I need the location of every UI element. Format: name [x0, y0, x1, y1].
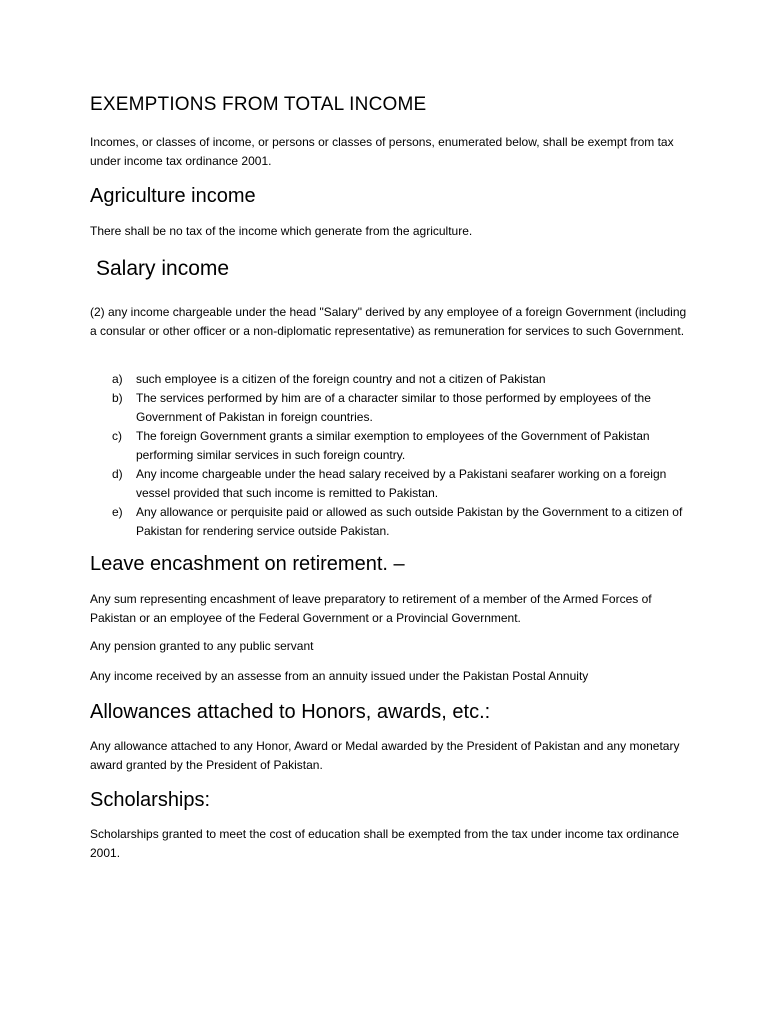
list-item-text: Any income chargeable under the head salary received by a Pakistani seafarer working on a foreign vessel provided that such income is remitted to Pakistan.: [136, 467, 667, 500]
agriculture-heading: Agriculture income: [90, 185, 256, 207]
page-title: EXEMPTIONS FROM TOTAL INCOME: [90, 94, 427, 115]
scholarships-heading: Scholarships:: [90, 789, 211, 811]
scholarships-paragraph: Scholarships granted to meet the cost of education shall be exempted from the tax under income tax ordinance 2001.: [90, 827, 680, 860]
list-item: [112, 427, 690, 465]
list-item-text: Any allowance or perquisite paid or allowed as such outside Pakistan by the Government to a citizen of Pakistan for rendering service outside Pakistan.: [136, 505, 683, 538]
list-item-label: e): [112, 505, 123, 519]
leave-paragraph: Any sum representing encashment of leave preparatory to retirement of a member of the Armed Forces of Pakistan or an employee of the Federal Government or a Provincial Government.: [90, 592, 652, 625]
list-item-text: The foreign Government grants a similar exemption to employees of the Government of Pakistan performing similar services in such foreign country.: [136, 429, 650, 462]
list-item: [112, 503, 690, 541]
list-item: [112, 370, 690, 389]
leave-heading: Leave encashment on retirement. –: [90, 553, 405, 575]
allowances-paragraph: Any allowance attached to any Honor, Award or Medal awarded by the President of Pakistan and any monetary award granted by the President of Pakistan.: [90, 739, 680, 772]
list-item-text: The services performed by him are of a character similar to those performed by employees of the Government of Pakistan in foreign countries.: [136, 391, 651, 424]
annuity-paragraph: Any income received by an assesse from an annuity issued under the Pakistan Postal Annuity: [90, 669, 589, 683]
intro-paragraph: Incomes, or classes of income, or persons or classes of persons, enumerated below, shall be exempt from tax under income tax ordinance 2001.: [90, 135, 674, 168]
salary-heading: Salary income: [96, 257, 230, 280]
salary-paragraph: (2) any income chargeable under the head "Salary" derived by any employee of a foreign Government (including a consular or other officer or a non-diplomatic representative) as remuneration for services to such Government.: [90, 305, 687, 338]
list-item: [112, 465, 690, 503]
list-item-text: such employee is a citizen of the foreign country and not a citizen of Pakistan: [136, 372, 546, 386]
agriculture-paragraph: There shall be no tax of the income which generate from the agriculture.: [90, 224, 473, 238]
list-item-label: d): [112, 467, 123, 481]
list-item-label: a): [112, 372, 123, 386]
allowances-heading: Allowances attached to Honors, awards, etc.:: [90, 701, 491, 723]
salary-conditions-list: [112, 370, 690, 541]
list-item-label: b): [112, 391, 123, 405]
list-item-label: c): [112, 429, 122, 443]
pension-paragraph: Any pension granted to any public servant: [90, 639, 314, 653]
list-item: [112, 389, 690, 427]
